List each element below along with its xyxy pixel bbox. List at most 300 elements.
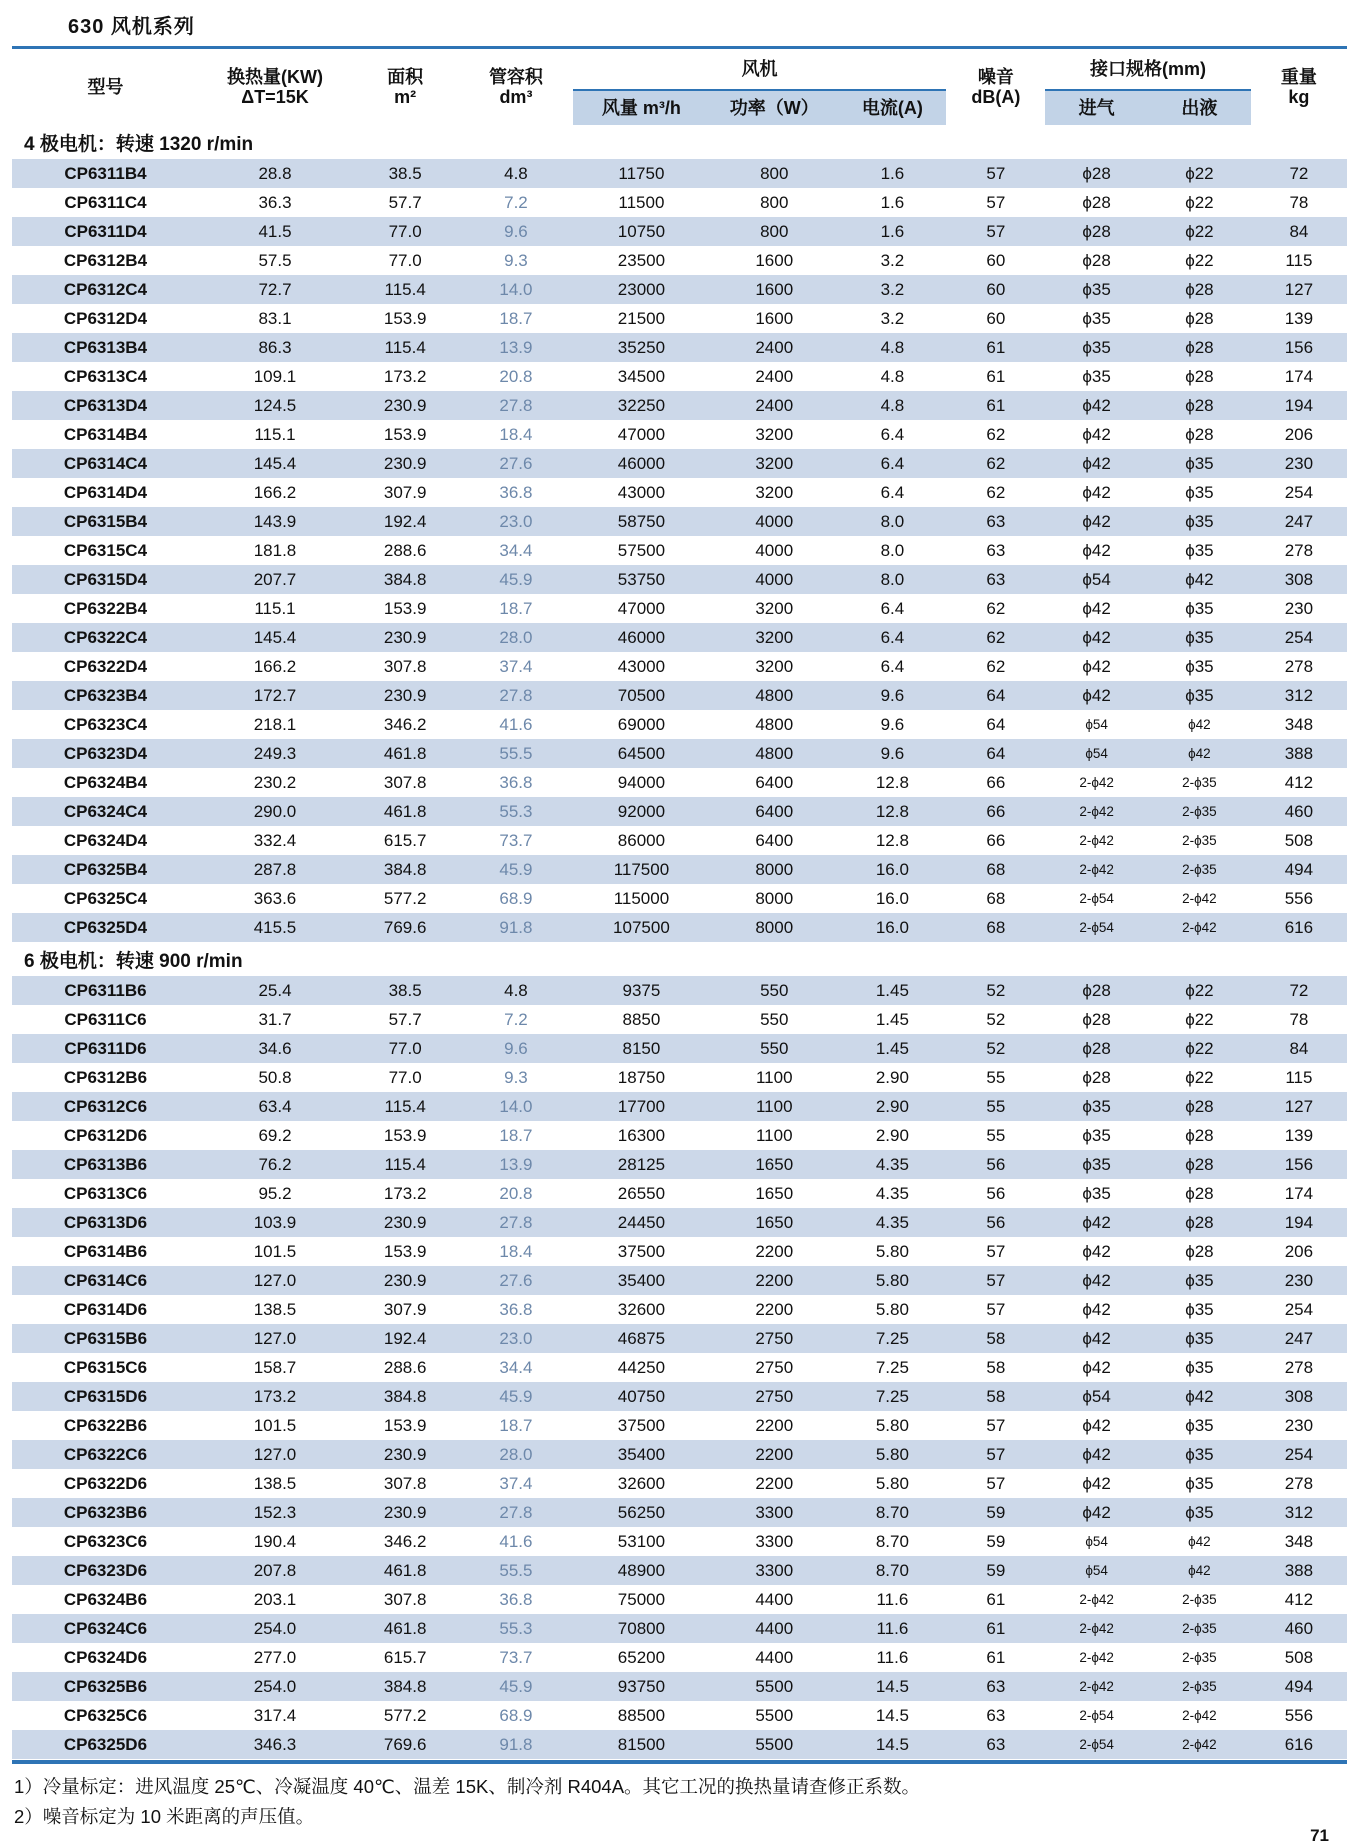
table-row [12, 1730, 1347, 1759]
noise_dba-cell: 57 [986, 1270, 1006, 1290]
outlet-cell: ϕ35 [1185, 656, 1214, 676]
current_a-cell: 11.6 [876, 1618, 909, 1638]
airflow_m3h-cell: 65200 [617, 1647, 666, 1667]
power_w-cell: 3200 [755, 424, 794, 444]
inlet-cell: ϕ42 [1082, 627, 1111, 647]
model-cell: CP6312C4 [63, 279, 148, 299]
airflow_m3h-cell: 86000 [617, 830, 666, 850]
power_w-cell: 2200 [755, 1241, 794, 1261]
noise_dba-cell: 63 [986, 569, 1006, 589]
power_w-cell: 3200 [755, 656, 794, 676]
airflow_m3h-cell: 16300 [617, 1125, 666, 1145]
footnotes [14, 1772, 1347, 1831]
airflow_m3h-cell: 11500 [618, 192, 665, 212]
power_w-cell: 3300 [755, 1531, 794, 1551]
table-row [12, 1585, 1347, 1614]
model-cell: CP6315D4 [63, 569, 148, 589]
table-row [12, 681, 1347, 710]
weight_kg-cell: 78 [1289, 192, 1309, 212]
weight_kg-cell: 494 [1284, 1676, 1314, 1696]
current_a-cell: 5.80 [875, 1415, 909, 1435]
model-cell: CP6311D6 [64, 1038, 147, 1058]
area_m2-cell: 230.9 [383, 1444, 427, 1464]
inlet-cell: 2-ϕ54 [1079, 1737, 1114, 1752]
table-row [12, 420, 1347, 449]
capacity_kw-cell: 166.2 [253, 656, 297, 676]
outlet-cell: ϕ42 [1188, 1563, 1211, 1578]
capacity_kw-cell: 115.1 [254, 424, 296, 444]
power_w-cell: 2400 [755, 337, 794, 357]
model-cell: CP6323B6 [63, 1502, 148, 1522]
capacity_kw-cell: 172.7 [253, 685, 297, 705]
noise_dba-cell: 60 [986, 250, 1006, 270]
capacity_kw-cell: 72.7 [258, 279, 292, 299]
airflow_m3h-cell: 75000 [617, 1589, 666, 1609]
page-number: 71 [1310, 1826, 1329, 1845]
airflow_m3h-cell: 115000 [613, 888, 670, 908]
inlet-cell: ϕ54 [1082, 569, 1111, 589]
noise_dba-cell: 66 [986, 801, 1006, 821]
area_m2-cell: 230.9 [383, 1270, 427, 1290]
table-row [12, 362, 1347, 391]
area_m2-cell: 346.2 [383, 714, 427, 734]
noise_dba-cell: 60 [986, 279, 1006, 299]
noise_dba-cell: 62 [986, 598, 1006, 618]
model-cell: CP6313C6 [63, 1183, 148, 1203]
capacity_kw-cell: 277.0 [253, 1647, 297, 1667]
table-row [12, 304, 1347, 333]
noise_dba-cell: 58 [986, 1328, 1006, 1348]
weight_kg-cell: 206 [1284, 1241, 1314, 1261]
area_m2-cell: 307.8 [383, 1473, 427, 1493]
table-row [12, 391, 1347, 420]
table-row [12, 976, 1347, 1005]
capacity_kw-cell: 190.4 [253, 1531, 297, 1551]
outlet-cell: ϕ35 [1185, 511, 1214, 531]
inlet-cell: ϕ28 [1082, 1038, 1111, 1058]
capacity_kw-cell: 41.5 [258, 221, 292, 241]
tube_volume_dm3-cell: 28.0 [499, 1444, 533, 1464]
weight_kg-cell: 84 [1289, 221, 1309, 241]
inlet-cell: 2-ϕ54 [1079, 920, 1114, 935]
model-cell: CP6315D6 [63, 1386, 148, 1406]
model-cell: CP6314B4 [63, 424, 148, 444]
model-cell: CP6325D6 [63, 1734, 148, 1754]
current_a-cell: 9.6 [880, 743, 905, 763]
outlet-cell: 2-ϕ35 [1182, 833, 1217, 848]
area_m2-cell: 153.9 [383, 1125, 427, 1145]
noise_dba-cell: 62 [986, 424, 1006, 444]
current_a-cell: 1.45 [875, 980, 909, 1000]
weight_kg-cell: 84 [1289, 1038, 1309, 1058]
airflow_m3h-cell: 35400 [617, 1444, 666, 1464]
airflow_m3h-cell: 46875 [617, 1328, 666, 1348]
tube_volume_dm3-cell: 41.6 [499, 1531, 533, 1551]
current_a-cell: 8.0 [880, 511, 905, 531]
weight_kg-cell: 254 [1284, 482, 1314, 502]
table-row [12, 1672, 1347, 1701]
col-header-area: 面积 m² [387, 66, 424, 107]
noise_dba-cell: 56 [986, 1212, 1006, 1232]
power_w-cell: 4800 [755, 743, 794, 763]
model-cell: CP6312D4 [63, 308, 148, 328]
outlet-cell: ϕ35 [1185, 1357, 1214, 1377]
airflow_m3h-cell: 17700 [617, 1096, 666, 1116]
current_a-cell: 14.5 [875, 1734, 909, 1754]
airflow_m3h-cell: 34500 [617, 366, 666, 386]
tube_volume_dm3-cell: 14.0 [499, 1096, 533, 1116]
weight_kg-cell: 278 [1284, 540, 1314, 560]
table-row [12, 1266, 1347, 1295]
airflow_m3h-cell: 23000 [617, 279, 666, 299]
weight_kg-cell: 308 [1284, 1386, 1314, 1406]
table-row [12, 1005, 1347, 1034]
outlet-cell: ϕ35 [1185, 1270, 1214, 1290]
capacity_kw-cell: 34.6 [258, 1038, 292, 1058]
tube_volume_dm3-cell: 34.4 [499, 540, 533, 560]
capacity_kw-cell: 254.0 [253, 1618, 297, 1638]
footnote-2: 2）噪音标定为 10 米距离的声压值。 [14, 1805, 315, 1827]
outlet-cell: 2-ϕ42 [1182, 1737, 1217, 1752]
area_m2-cell: 192.4 [383, 511, 427, 531]
area_m2-cell: 769.6 [383, 1734, 427, 1754]
table-row [12, 1295, 1347, 1324]
power_w-cell: 1600 [755, 308, 794, 328]
current_a-cell: 6.4 [880, 453, 905, 473]
noise_dba-cell: 63 [986, 1676, 1006, 1696]
noise_dba-cell: 62 [986, 453, 1006, 473]
noise_dba-cell: 68 [986, 859, 1006, 879]
weight_kg-cell: 156 [1284, 1154, 1314, 1174]
power_w-cell: 3300 [755, 1560, 794, 1580]
tube_volume_dm3-cell: 20.8 [499, 366, 533, 386]
inlet-cell: 2-ϕ42 [1079, 775, 1114, 790]
power_w-cell: 2750 [755, 1357, 794, 1377]
capacity_kw-cell: 124.5 [253, 395, 297, 415]
capacity_kw-cell: 50.8 [258, 1067, 292, 1087]
inlet-cell: ϕ28 [1082, 250, 1111, 270]
area_m2-cell: 384.8 [383, 1676, 427, 1696]
col-header-noise: 噪音 dB(A) [971, 66, 1021, 107]
power_w-cell: 3200 [755, 627, 794, 647]
table-row [12, 1643, 1347, 1672]
weight_kg-cell: 115 [1285, 250, 1313, 270]
weight_kg-cell: 247 [1284, 511, 1314, 531]
outlet-cell: ϕ35 [1185, 1444, 1214, 1464]
current_a-cell: 7.25 [875, 1386, 909, 1406]
outlet-cell: 2-ϕ35 [1182, 1592, 1217, 1607]
outlet-cell: 2-ϕ42 [1182, 891, 1217, 906]
area_m2-cell: 384.8 [383, 569, 427, 589]
tube_volume_dm3-cell: 45.9 [499, 569, 533, 589]
current_a-cell: 2.90 [875, 1096, 909, 1116]
area_m2-cell: 115.4 [384, 337, 426, 357]
outlet-cell: 2-ϕ35 [1182, 862, 1217, 877]
col-header-current: 电流(A) [838, 90, 946, 125]
tube_volume_dm3-cell: 18.7 [499, 1125, 533, 1145]
col-header-inlet: 进气 [1045, 90, 1148, 125]
outlet-cell: ϕ35 [1185, 540, 1214, 560]
airflow_m3h-cell: 43000 [617, 656, 666, 676]
capacity_kw-cell: 152.3 [253, 1502, 297, 1522]
col-header-fan-group: 风机 [573, 49, 947, 90]
area_m2-cell: 38.5 [388, 980, 422, 1000]
model-cell: CP6325C6 [63, 1705, 148, 1725]
model-cell: CP6311C4 [64, 192, 147, 212]
tube_volume_dm3-cell: 68.9 [499, 888, 533, 908]
capacity_kw-cell: 332.4 [253, 830, 297, 850]
table-row [12, 275, 1347, 304]
airflow_m3h-cell: 18750 [617, 1067, 666, 1087]
current_a-cell: 5.80 [875, 1299, 909, 1319]
area_m2-cell: 57.7 [388, 192, 422, 212]
table-row [12, 159, 1347, 188]
weight_kg-cell: 616 [1284, 917, 1314, 937]
power_w-cell: 2400 [755, 366, 794, 386]
weight_kg-cell: 254 [1284, 1299, 1314, 1319]
outlet-cell: ϕ22 [1185, 1067, 1214, 1087]
inlet-cell: ϕ42 [1082, 540, 1111, 560]
weight_kg-cell: 254 [1284, 627, 1314, 647]
power_w-cell: 6400 [755, 801, 794, 821]
inlet-cell: ϕ42 [1082, 1241, 1111, 1261]
inlet-cell: ϕ42 [1082, 453, 1111, 473]
current_a-cell: 1.45 [875, 1038, 909, 1058]
table-row [12, 1411, 1347, 1440]
airflow_m3h-cell: 8850 [622, 1009, 661, 1029]
power_w-cell: 8000 [755, 888, 794, 908]
current_a-cell: 16.0 [875, 888, 909, 908]
outlet-cell: ϕ35 [1185, 1502, 1214, 1522]
capacity_kw-cell: 31.7 [258, 1009, 292, 1029]
capacity_kw-cell: 127.0 [253, 1328, 297, 1348]
tube_volume_dm3-cell: 27.8 [499, 1502, 533, 1522]
tube_volume_dm3-cell: 9.6 [504, 221, 528, 241]
inlet-cell: ϕ54 [1085, 1534, 1108, 1549]
current_a-cell: 2.90 [875, 1067, 909, 1087]
tube_volume_dm3-cell: 36.8 [499, 772, 533, 792]
weight_kg-cell: 460 [1284, 801, 1314, 821]
noise_dba-cell: 55 [986, 1067, 1006, 1087]
area_m2-cell: 577.2 [383, 1705, 427, 1725]
power_w-cell: 4000 [755, 569, 794, 589]
tube_volume_dm3-cell: 91.8 [499, 917, 533, 937]
table-row [12, 1498, 1347, 1527]
inlet-cell: 2-ϕ42 [1079, 833, 1114, 848]
col-header-outlet: 出液 [1148, 90, 1251, 125]
tube_volume_dm3-cell: 18.7 [499, 308, 533, 328]
area_m2-cell: 192.4 [383, 1328, 427, 1348]
area_m2-cell: 153.9 [383, 1415, 427, 1435]
outlet-cell: ϕ42 [1188, 717, 1211, 732]
weight_kg-cell: 156 [1284, 337, 1314, 357]
noise_dba-cell: 64 [986, 685, 1006, 705]
airflow_m3h-cell: 88500 [617, 1705, 666, 1725]
current_a-cell: 1.6 [880, 221, 905, 241]
capacity_kw-cell: 127.0 [253, 1444, 297, 1464]
model-cell: CP6323C6 [63, 1531, 148, 1551]
noise_dba-cell: 52 [986, 1009, 1006, 1029]
model-cell: CP6323C4 [63, 714, 148, 734]
current_a-cell: 12.8 [875, 830, 909, 850]
capacity_kw-cell: 287.8 [253, 859, 297, 879]
area_m2-cell: 57.7 [388, 1009, 422, 1029]
weight_kg-cell: 388 [1284, 743, 1314, 763]
weight_kg-cell: 348 [1284, 1531, 1314, 1551]
airflow_m3h-cell: 26550 [617, 1183, 666, 1203]
table-row [12, 1382, 1347, 1411]
airflow_m3h-cell: 47000 [617, 598, 666, 618]
tube_volume_dm3-cell: 20.8 [499, 1183, 533, 1203]
inlet-cell: ϕ42 [1082, 1473, 1111, 1493]
model-cell: CP6313B4 [63, 337, 148, 357]
power_w-cell: 4400 [755, 1647, 794, 1667]
weight_kg-cell: 194 [1284, 1212, 1314, 1232]
noise_dba-cell: 68 [986, 917, 1006, 937]
tube_volume_dm3-cell: 4.8 [504, 163, 528, 183]
weight_kg-cell: 139 [1284, 308, 1314, 328]
table-row [12, 1469, 1347, 1498]
power_w-cell: 800 [760, 163, 789, 183]
outlet-cell: 2-ϕ35 [1182, 1621, 1217, 1636]
power_w-cell: 2400 [755, 395, 794, 415]
capacity_kw-cell: 143.9 [253, 511, 297, 531]
table-row [12, 1092, 1347, 1121]
airflow_m3h-cell: 92000 [617, 801, 666, 821]
current_a-cell: 6.4 [880, 598, 905, 618]
outlet-cell: ϕ28 [1185, 1096, 1214, 1116]
tube_volume_dm3-cell: 23.0 [499, 511, 533, 531]
outlet-cell: ϕ42 [1188, 1534, 1211, 1549]
section-header-row [12, 942, 1347, 976]
weight_kg-cell: 312 [1284, 685, 1314, 705]
power_w-cell: 6400 [755, 830, 794, 850]
model-cell: CP6313D6 [63, 1212, 148, 1232]
current_a-cell: 8.0 [880, 569, 905, 589]
model-cell: CP6315C4 [63, 540, 148, 560]
area_m2-cell: 173.2 [383, 1183, 427, 1203]
noise_dba-cell: 61 [986, 366, 1006, 386]
area_m2-cell: 230.9 [383, 1212, 427, 1232]
power_w-cell: 1600 [755, 250, 794, 270]
tube_volume_dm3-cell: 55.5 [499, 743, 533, 763]
model-cell: CP6314B6 [63, 1241, 148, 1261]
inlet-cell: ϕ28 [1082, 1009, 1111, 1029]
outlet-cell: 2-ϕ42 [1182, 920, 1217, 935]
area_m2-cell: 230.9 [383, 395, 427, 415]
area_m2-cell: 288.6 [383, 540, 427, 560]
current_a-cell: 7.25 [875, 1328, 909, 1348]
airflow_m3h-cell: 93750 [617, 1676, 666, 1696]
airflow_m3h-cell: 24450 [617, 1212, 666, 1232]
current_a-cell: 16.0 [875, 917, 909, 937]
current_a-cell: 5.80 [875, 1444, 909, 1464]
airflow_m3h-cell: 53750 [617, 569, 666, 589]
inlet-cell: ϕ42 [1082, 482, 1111, 502]
weight_kg-cell: 247 [1284, 1328, 1314, 1348]
area_m2-cell: 384.8 [383, 859, 427, 879]
outlet-cell: ϕ22 [1185, 192, 1214, 212]
inlet-cell: ϕ28 [1082, 980, 1111, 1000]
tube_volume_dm3-cell: 55.5 [499, 1560, 533, 1580]
weight_kg-cell: 230 [1284, 598, 1314, 618]
capacity_kw-cell: 145.4 [253, 453, 297, 473]
current_a-cell: 4.35 [875, 1154, 909, 1174]
noise_dba-cell: 61 [986, 337, 1006, 357]
power_w-cell: 1100 [755, 1096, 793, 1116]
noise_dba-cell: 63 [986, 511, 1006, 531]
area_m2-cell: 153.9 [383, 308, 427, 328]
weight_kg-cell: 127 [1284, 279, 1314, 299]
col-header-airflow: 风量 m³/h [573, 90, 711, 125]
capacity_kw-cell: 173.2 [253, 1386, 297, 1406]
model-cell: CP6312B6 [63, 1067, 148, 1087]
inlet-cell: 2-ϕ42 [1079, 862, 1114, 877]
power_w-cell: 2200 [755, 1444, 794, 1464]
inlet-cell: ϕ35 [1082, 1125, 1111, 1145]
current_a-cell: 1.6 [880, 192, 905, 212]
airflow_m3h-cell: 32600 [617, 1299, 666, 1319]
capacity_kw-cell: 317.4 [253, 1705, 297, 1725]
capacity_kw-cell: 101.5 [253, 1241, 297, 1261]
model-cell: CP6324D4 [63, 830, 148, 850]
power_w-cell: 8000 [755, 917, 794, 937]
table-row [12, 1556, 1347, 1585]
current_a-cell: 3.2 [880, 308, 905, 328]
model-cell: CP6315B4 [63, 511, 148, 531]
model-cell: CP6323D4 [63, 743, 148, 763]
section-title: 4 极电机：转速 1320 r/min [24, 133, 254, 155]
inlet-cell: ϕ42 [1082, 1299, 1111, 1319]
table-row [12, 536, 1347, 565]
weight_kg-cell: 494 [1284, 859, 1314, 879]
capacity_kw-cell: 25.4 [258, 980, 292, 1000]
area_m2-cell: 230.9 [383, 685, 427, 705]
power_w-cell: 1650 [755, 1183, 794, 1203]
area_m2-cell: 769.6 [383, 917, 427, 937]
airflow_m3h-cell: 70800 [617, 1618, 666, 1638]
inlet-cell: 2-ϕ42 [1079, 1650, 1114, 1665]
weight_kg-cell: 230 [1284, 1270, 1314, 1290]
noise_dba-cell: 64 [986, 714, 1006, 734]
noise_dba-cell: 52 [986, 1038, 1006, 1058]
noise_dba-cell: 60 [986, 308, 1006, 328]
inlet-cell: ϕ42 [1082, 511, 1111, 531]
tube_volume_dm3-cell: 18.4 [499, 1241, 533, 1261]
inlet-cell: ϕ28 [1082, 163, 1111, 183]
area_m2-cell: 615.7 [383, 830, 427, 850]
power_w-cell: 1650 [755, 1154, 794, 1174]
area_m2-cell: 77.0 [388, 1067, 422, 1087]
tube_volume_dm3-cell: 36.8 [499, 1299, 533, 1319]
airflow_m3h-cell: 46000 [617, 627, 666, 647]
table-row [12, 1034, 1347, 1063]
weight_kg-cell: 388 [1284, 1560, 1314, 1580]
outlet-cell: ϕ35 [1185, 627, 1214, 647]
col-header-volume: 管容积 dm³ [488, 66, 543, 107]
table-row [12, 1701, 1347, 1730]
outlet-cell: ϕ22 [1185, 1038, 1214, 1058]
tube_volume_dm3-cell: 7.2 [504, 1009, 528, 1029]
current_a-cell: 4.8 [880, 366, 905, 386]
noise_dba-cell: 61 [986, 395, 1006, 415]
inlet-cell: ϕ28 [1082, 1067, 1111, 1087]
capacity_kw-cell: 69.2 [258, 1125, 292, 1145]
airflow_m3h-cell: 35400 [617, 1270, 666, 1290]
airflow_m3h-cell: 37500 [617, 1415, 666, 1435]
area_m2-cell: 153.9 [383, 1241, 427, 1261]
noise_dba-cell: 62 [986, 627, 1006, 647]
